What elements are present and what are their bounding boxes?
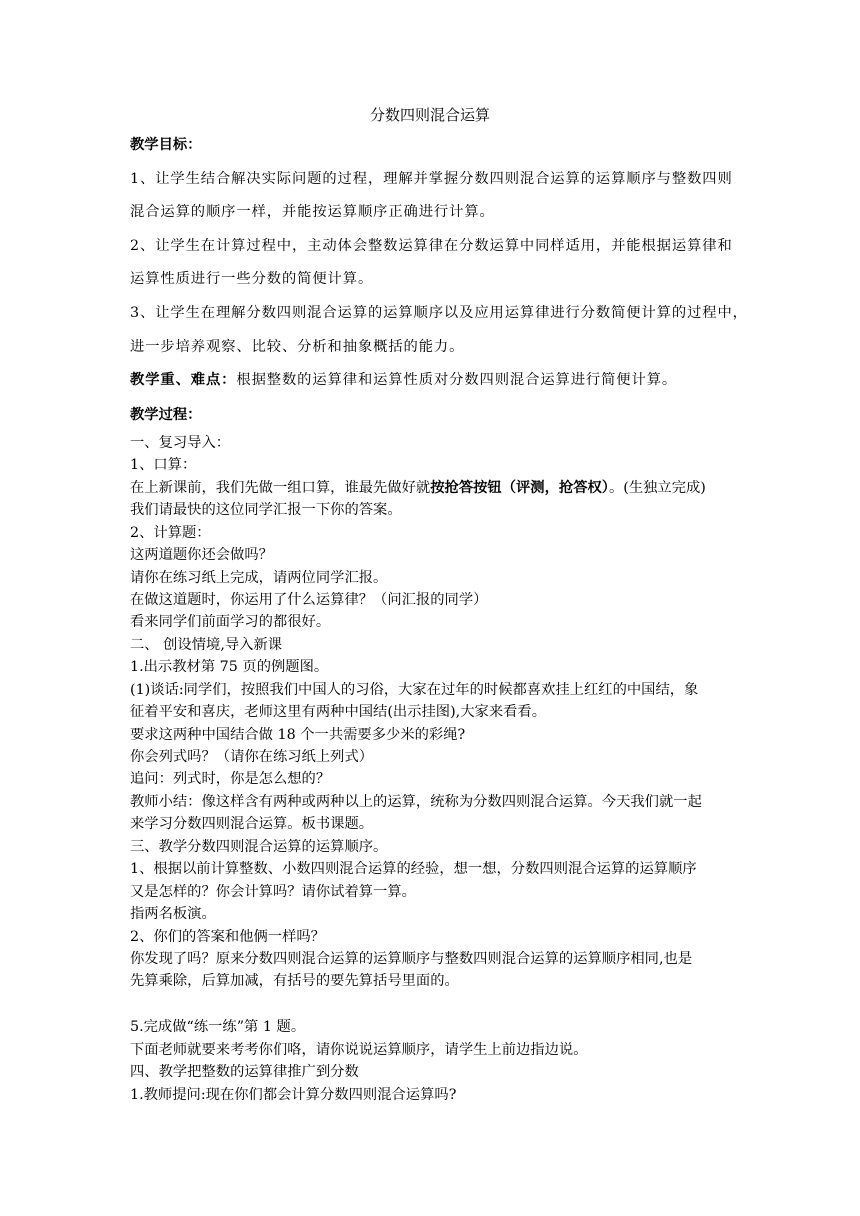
goals-heading: 教学目标： (130, 137, 202, 153)
goal-2-line-2: 运算性质进行一些分数的简便计算。 (130, 271, 374, 287)
process-line: 教师小结：像这样含有两种或两种以上的运算，统称为分数四则混合运算。今天我们就一起 (130, 794, 702, 810)
process-line: 你会列式吗？（请你在练习纸上列式） (130, 749, 374, 765)
process-line: 1.出示教材第 75 页的例题图。 (130, 659, 329, 675)
process-line: 我们请最快的这位同学汇报一下你的答案。 (130, 502, 402, 518)
document-title: 分数四则混合运算 (369, 106, 490, 124)
process-line: 1、口算： (130, 457, 197, 473)
process-line: 指两名板演。 (130, 906, 216, 922)
goal-1-line-1: 1、让学生结合解决实际问题的过程，理解并掌握分数四则混合运算的运算顺序与整数四则 (130, 171, 733, 187)
goal-3-line-2: 进一步培养观察、比较、分析和抽象概括的能力。 (130, 339, 465, 355)
goal-2-line-1: 2、让学生在计算过程中，主动体会整数运算律在分数运算中同样适用，并能根据运算律和 (130, 238, 733, 254)
process-line: 请你在练习纸上完成，请两位同学汇报。 (130, 570, 388, 586)
process-line: 一、复习导入： (130, 435, 231, 451)
process-line: 来学习分数四则混合运算。板书课题。 (130, 816, 374, 832)
process-line: 先算乘除，后算加减，有括号的要先算括号里面的。 (130, 973, 459, 989)
oral-practice-line (130, 477, 735, 499)
process-line: 下面老师就要来考考你们咯，请你说说运算顺序，请学生上前边指边说。 (130, 1042, 588, 1058)
process-line: 1、根据以前计算整数、小数四则混合运算的经验，想一想，分数四则混合运算的运算顺序 (130, 861, 697, 877)
process-line: 在做这道题时，你运用了什么运算律？（问汇报的同学） (130, 592, 488, 608)
process-line: 追问：列式时，你是怎么想的？ (130, 771, 331, 787)
process-line: 三、教学分数四则混合运算的运算顺序。 (130, 839, 388, 855)
process-line: 你发现了吗？原来分数四则混合运算的运算顺序与整数四则混合运算的运算顺序相同,也是 (130, 951, 693, 967)
key-points-line (130, 369, 735, 391)
oral-practice-note: 。(生独立完成) (608, 480, 706, 496)
key-points-text: 根据整数的运算律和运算性质对分数四则混合运算进行简便计算。 (236, 372, 678, 388)
process-line: 二、 创设情境,导入新课 (130, 637, 283, 653)
process-line: 征着平安和喜庆，老师这里有两种中国结(出示挂图),大家来看看。 (130, 704, 547, 720)
process-line: 看来同学们前面学习的都很好。 (130, 614, 331, 630)
process-line: 2、计算题： (130, 525, 211, 541)
process-line: (1)谈话:同学们，按照我们中国人的习俗，大家在过年的时候都喜欢挂上红红的中国结，象 (130, 682, 699, 698)
oral-practice-text: 在上新课前，我们先做一组口算，谁最先做好就 (130, 480, 431, 496)
oral-practice-bold: 按抢答按钮（评测，抢答权） (430, 480, 609, 496)
process-line: 要求这两种中国结合做 18 个一共需要多少米的彩绳? (130, 727, 466, 743)
process-line: 2、你们的答案和他俩一样吗？ (130, 929, 325, 945)
process-line: 四、教学把整数的运算律推广到分数 (130, 1064, 359, 1080)
process-line: 5.完成做“练一练”第 1 题。 (130, 1019, 306, 1035)
process-line: 1.教师提问:现在你们都会计算分数四则混合运算吗? (130, 1087, 457, 1103)
goal-3-line-1: 3、让学生在理解分数四则混合运算的运算顺序以及应用运算律进行分数简便计算的过程中， (130, 305, 748, 321)
process-line: 这两道题你还会做吗？ (130, 547, 273, 563)
process-line: 又是怎样的？你会计算吗？请你试着算一算。 (130, 884, 416, 900)
key-points-label: 教学重、难点： (130, 372, 237, 388)
goal-1-line-2: 混合运算的顺序一样，并能按运算顺序正确进行计算。 (130, 204, 495, 220)
process-heading: 教学过程： (130, 407, 202, 423)
